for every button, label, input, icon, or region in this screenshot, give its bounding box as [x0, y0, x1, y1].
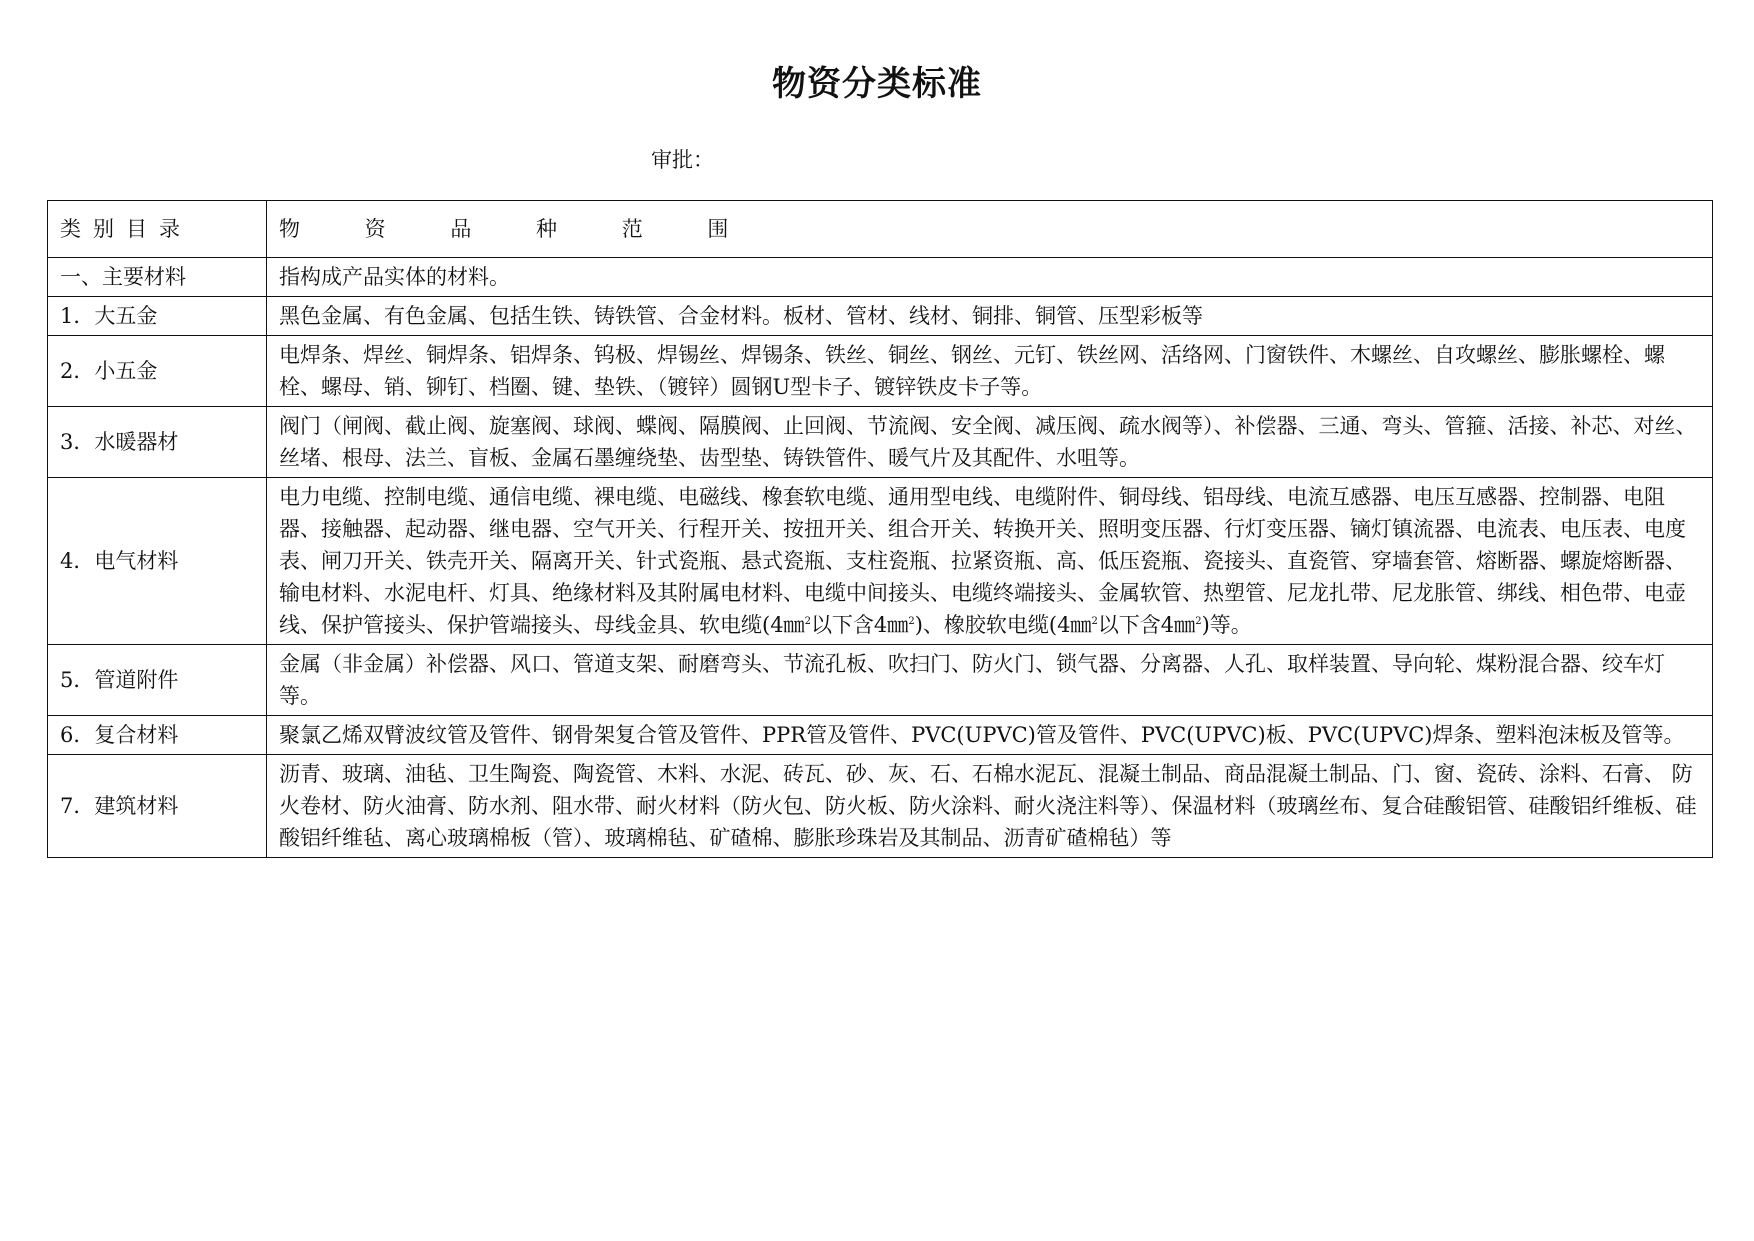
range-cell: 聚氯乙烯双臂波纹管及管件、钢骨架复合管及管件、PPR管及管件、PVC(UPVC)管及管件、PVC(UPVC)板、PVC(UPVC)焊条、塑料泡沫板及管等。	[267, 716, 1713, 755]
category-cell: 一、主要材料	[48, 258, 267, 297]
table-row	[48, 336, 1713, 407]
category-cell: 7．建筑材料	[48, 755, 267, 858]
superscript: 2	[908, 616, 915, 627]
range-cell: 金属（非金属）补偿器、风口、管道支架、耐磨弯头、节流孔板、吹扫门、防火门、锁气器、分离器、人孔、取样装置、导向轮、煤粉混合器、绞车灯等。	[267, 645, 1713, 716]
category-cell: 1．大五金	[48, 297, 267, 336]
range-cell: 黑色金属、有色金属、包括生铁、铸铁管、合金材料。板材、管材、线材、铜排、铜管、压型彩板等	[267, 297, 1713, 336]
range-text: )、橡胶软电缆(4㎜	[914, 613, 1092, 637]
table-row	[48, 258, 1713, 297]
header-category: 类别目录	[48, 201, 267, 258]
table-row	[48, 755, 1713, 858]
table-row	[48, 716, 1713, 755]
category-cell: 5．管道附件	[48, 645, 267, 716]
category-cell: 2．小五金	[48, 336, 267, 407]
range-text: 电力电缆、控制电缆、通信电缆、裸电缆、电磁线、橡套软电缆、通用型电线、电缆附件、铜母线、铝母线、电流互感器、电压互感器、控制器、电阻器、接触器、起动器、继电器、空气开关、行程开关、按扭开关、组合开关、转换开关、照明变压器、行灯变压器、镝灯镇流器、电流表、电压表、电度表、闸刀开关、铁壳开关、隔离开关、针式瓷瓶、悬式瓷瓶、支柱瓷瓶、拉紧资瓶、高、低压瓷瓶、瓷接头、直瓷管、穿墙套管、熔断器、螺旋熔断器、输电材料、水泥电杆、灯具、绝缘材料及其附属电材料、电缆中间接头、电缆终端接头、金属软管、热塑管、尼龙扎带、尼龙胀管、绑线、相色带、电壶线、保护管接头、保护管端接头、母线金具、软电缆(4㎜	[279, 485, 1686, 637]
range-cell: 阀门（闸阀、截止阀、旋塞阀、球阀、蝶阀、隔膜阀、止回阀、节流阀、安全阀、减压阀、疏水阀等）、补偿器、三通、弯头、管箍、活接、补芯、对丝、丝堵、根母、法兰、盲板、金属石墨缠绕垫、齿型垫、铸铁管件、暖气片及其配件、水咀等。	[267, 407, 1713, 478]
table-row	[48, 478, 1713, 645]
category-cell: 3．水暖器材	[48, 407, 267, 478]
superscript: 2	[1091, 616, 1098, 627]
table-row	[48, 407, 1713, 478]
table-row	[48, 297, 1713, 336]
range-cell: 沥青、玻璃、油毡、卫生陶瓷、陶瓷管、木料、水泥、砖瓦、砂、灰、石、石棉水泥瓦、混凝土制品、商品混凝土制品、门、窗、瓷砖、涂料、石膏、 防火卷材、防火油膏、防水剂、阻水带、耐火材料（防火包、防火板、防火涂料、耐火浇注料等）、保温材料（玻璃丝布、复合硅酸铝管、硅酸铝纤维板、硅酸铝纤维毡、离心玻璃棉板（管）、玻璃棉毡、矿碴棉、膨胀珍珠岩及其制品、沥青矿碴棉毡）等	[267, 755, 1713, 858]
range-text: 以下含4㎜	[1097, 613, 1196, 637]
table-header-row	[48, 201, 1713, 258]
header-range: 物 资 品 种 范 围	[267, 201, 1713, 258]
approval-label: 审批：	[651, 148, 714, 172]
table-row	[48, 645, 1713, 716]
category-cell: 6．复合材料	[48, 716, 267, 755]
category-cell: 4．电气材料	[48, 478, 267, 645]
document-title: 物资分类标准	[772, 64, 982, 104]
range-cell: 指构成产品实体的材料。	[267, 258, 1713, 297]
range-text: )等。	[1201, 613, 1252, 637]
range-cell	[267, 478, 1713, 645]
superscript: 2	[804, 616, 811, 627]
range-cell: 电焊条、焊丝、铜焊条、铝焊条、钨极、焊锡丝、焊锡条、铁丝、铜丝、钢丝、元钉、铁丝网、活络网、门窗铁件、木螺丝、自攻螺丝、膨胀螺栓、螺栓、螺母、销、铆钉、档圈、键、垫铁、（镀锌）圆钢U型卡子、镀锌铁皮卡子等。	[267, 336, 1713, 407]
range-text: 以下含4㎜	[810, 613, 909, 637]
classification-table	[47, 200, 1713, 858]
superscript: 2	[1195, 616, 1202, 627]
